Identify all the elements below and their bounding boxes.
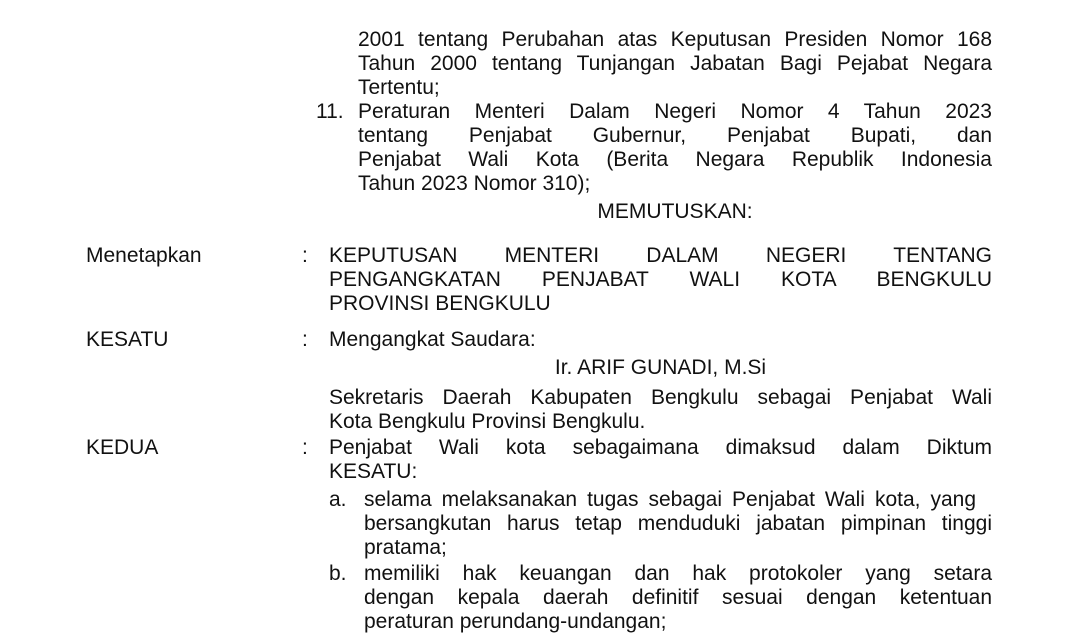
item11-line: Peraturan Menteri Dalam Negeri Nomor 4 Tahun 2023 <box>358 100 992 123</box>
kesatu-line: Kota Bengkulu Provinsi Bengkulu. <box>329 410 646 433</box>
menetapkan-line: PENGANGKATAN PENJABAT WALI KOTA BENGKULU <box>329 268 992 291</box>
intro-line: Tertentu; <box>358 76 440 99</box>
kesatu-colon: : <box>302 328 308 351</box>
item11-line: tentang Penjabat Gubernur, Penjabat Bupati, dan <box>358 124 992 147</box>
decision-heading: MEMUTUSKAN: <box>597 200 753 223</box>
menetapkan-colon: : <box>302 244 308 267</box>
list-marker: a. <box>329 488 347 511</box>
list-marker: b. <box>329 562 347 585</box>
item11-line: Tahun 2023 Nomor 310); <box>358 172 591 195</box>
menetapkan-label: Menetapkan <box>86 244 202 267</box>
kedua-line: KESATU: <box>329 460 418 483</box>
kedua-line: Penjabat Wali kota sebagaimana dimaksud dalam Diktum <box>329 436 992 459</box>
item-a-line: selama melaksanakan tugas sebagai Penjabat Wali kota, yang <box>364 488 976 511</box>
menetapkan-line: PROVINSI BENGKULU <box>329 292 551 315</box>
kesatu-line: Sekretaris Daerah Kabupaten Bengkulu sebagai Penjabat Wali <box>329 386 992 409</box>
menetapkan-line: KEPUTUSAN MENTERI DALAM NEGERI TENTANG <box>329 244 992 267</box>
item-b-line: memiliki hak keuangan dan hak protokoler yang setara <box>364 562 992 585</box>
item-b-line: peraturan perundang-undangan; <box>364 610 667 633</box>
item-b-line: dengan kepala daerah definitif sesuai dengan ketentuan <box>364 586 992 609</box>
appointee-name: Ir. ARIF GUNADI, M.Si <box>554 356 767 379</box>
kedua-colon: : <box>302 436 308 459</box>
kedua-label: KEDUA <box>86 436 159 459</box>
item11-line: Penjabat Wali Kota (Berita Negara Republik Indonesia <box>358 148 992 171</box>
kesatu-intro: Mengangkat Saudara: <box>329 328 536 351</box>
item-a-line: pratama; <box>364 536 447 559</box>
intro-line: Tahun 2000 tentang Tunjangan Jabatan Bagi Pejabat Negara <box>358 52 992 75</box>
item-a-line: bersangkutan harus tetap menduduki jabatan pimpinan tinggi <box>364 512 992 535</box>
kesatu-label: KESATU <box>86 328 169 351</box>
list-number: 11. <box>316 100 344 123</box>
intro-line: 2001 tentang Perubahan atas Keputusan Presiden Nomor 168 <box>358 28 992 51</box>
